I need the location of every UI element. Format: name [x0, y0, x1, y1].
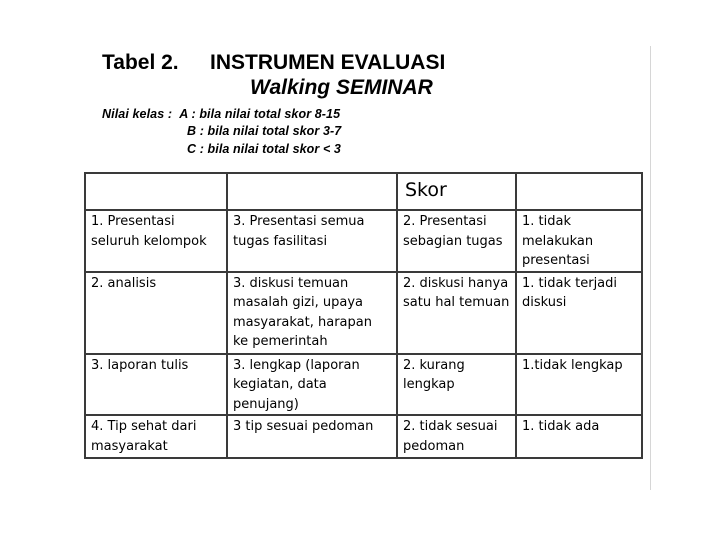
grade-prefix: Nilai kelas :: [102, 107, 173, 121]
score-2-cell: 2. Presentasi sebagian tugas: [397, 210, 516, 272]
criteria-cell: 2. analisis: [85, 272, 227, 354]
header-cell-skor: Skor: [397, 173, 516, 210]
subtitle-walking: Walking: [250, 76, 336, 99]
header-cell: [516, 173, 642, 210]
table-row: [85, 272, 642, 354]
grade-c: C : bila nilai total skor < 3: [187, 142, 341, 156]
table-row: [85, 354, 642, 416]
score-3-cell: 3 tip sesuai pedoman: [227, 415, 397, 458]
header-cell: [85, 173, 227, 210]
score-1-cell: 1. tidak ada: [516, 415, 642, 458]
grade-a-line: [102, 107, 340, 121]
grade-a: A : bila nilai total skor 8-15: [179, 107, 341, 121]
criteria-cell: 1. Presentasi seluruh kelompok: [85, 210, 227, 272]
score-3-cell: 3. Presentasi semua tugas fasilitasi: [227, 210, 397, 272]
table-row: [85, 415, 642, 458]
table-label: Tabel 2.: [102, 51, 179, 74]
table-row: [85, 210, 642, 272]
subtitle-seminar: SEMINAR: [335, 76, 433, 99]
header-cell: [227, 173, 397, 210]
score-1-cell: 1. tidak melakukan presentasi: [516, 210, 642, 272]
criteria-cell: 4. Tip sehat dari masyarakat: [85, 415, 227, 458]
score-3-cell: 3. lengkap (laporan kegiatan, data penujang): [227, 354, 397, 416]
criteria-cell: 3. laporan tulis: [85, 354, 227, 416]
score-2-cell: 2. kurang lengkap: [397, 354, 516, 416]
page-title: INSTRUMEN EVALUASI: [210, 51, 446, 74]
table-header-row: [85, 173, 642, 210]
score-1-cell: 1.tidak lengkap: [516, 354, 642, 416]
score-2-cell: 2. diskusi hanya satu hal temuan: [397, 272, 516, 354]
score-3-cell: 3. diskusi temuan masalah gizi, upaya masyarakat, harapan ke pemerintah: [227, 272, 397, 354]
grade-b: B : bila nilai total skor 3-7: [187, 124, 342, 138]
page-subtitle: [250, 76, 433, 100]
score-2-cell: 2. tidak sesuai pedoman: [397, 415, 516, 458]
evaluation-table: [84, 172, 643, 459]
score-1-cell: 1. tidak terjadi diskusi: [516, 272, 642, 354]
page-edge-line: [650, 46, 651, 490]
